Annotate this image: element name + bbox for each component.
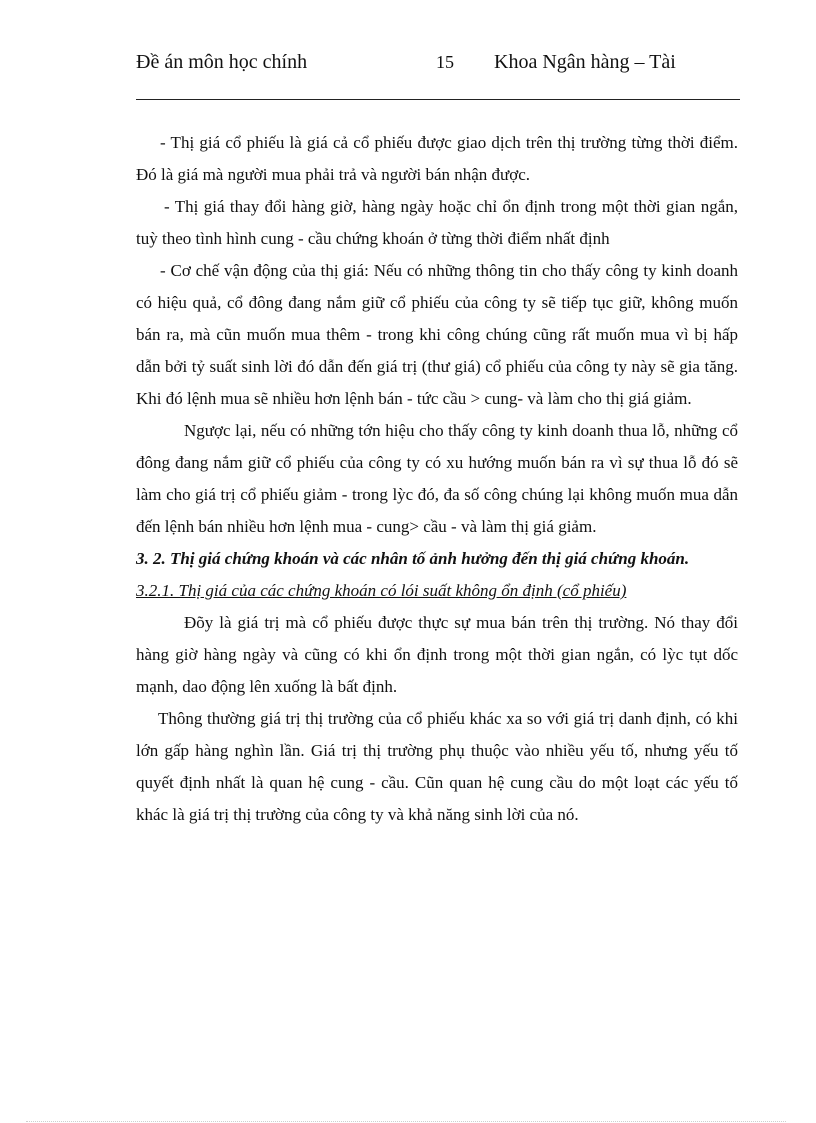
page-header — [136, 48, 740, 98]
page-number: 15 — [436, 52, 454, 72]
paragraph-market-price-change: - Thị giá thay đổi hàng giờ, hàng ngày hoặc chỉ ổn định trong một thời gian ngắn, tuỳ theo tình hình cung - cầu chứng khoán ở từng thời điểm nhất định — [136, 197, 738, 248]
section-heading: 3. 2. Thị giá chứng khoán và các nhân tố ảnh hưởng đến thị giá chứng khoán. — [136, 549, 690, 568]
subsection-heading: 3.2.1. Thị giá của các chứng khoán có lói suất không ổn định (cổ phiếu) — [136, 581, 627, 600]
header-faculty: Khoa Ngân hàng – Tài — [494, 51, 676, 73]
page-bottom-border — [26, 1121, 786, 1122]
paragraph-price-mechanism: - Cơ chế vận động của thị giá: Nếu có những thông tin cho thấy công ty kinh doanh có hiệu quả, cổ đông đang nắm giữ cổ phiếu của công ty sẽ tiếp tục giữ, không muốn bán ra, mà cũn muốn mua thêm - trong khi công chúng cũng rất muốn mua vì bị hấp dẫn bởi tỷ suất sinh lời đó dẫn đến giá trị (thư giá) cổ phiếu của công ty này sẽ gia tăng. Khi đó lệnh mua sẽ nhiều hơn lệnh bán - tức cầu > cung- và làm cho thị giá giảm. — [136, 261, 738, 408]
document-body — [136, 127, 738, 831]
paragraph-definition-stock-price: Đõy là giá trị mà cổ phiếu được thực sự mua bán trên thị trường. Nó thay đổi hàng giờ hàng ngày và cũng có khi ổn định trong một thời gian ngắn, có lỳc tụt dốc mạnh, dao động lên xuống là bất định. — [136, 613, 738, 696]
paragraph-market-price-definition: - Thị giá cổ phiếu là giá cả cổ phiếu được giao dịch trên thị trường từng thời điểm. Đó là giá mà người mua phải trả và người bán nhận được. — [136, 133, 738, 184]
paragraph-market-value: Thông thường giá trị thị trường của cổ phiếu khác xa so với giá trị danh định, có khi lớn gấp hàng nghìn lần. Giá trị thị trường phụ thuộc vào nhiều yếu tố, nhưng yếu tố quyết định nhất là quan hệ cung - cầu. Cũn quan hệ cung cầu do một loạt các yếu tố khác là giá trị thị trường của công ty và khả năng sinh lời của nó. — [136, 709, 738, 824]
header-course-title: Đề án môn học chính — [136, 51, 308, 73]
paragraph-conversely: Ngược lại, nếu có những tớn hiệu cho thấy công ty kinh doanh thua lỗ, những cổ đông đang nắm giữ cổ phiếu của công ty có xu hướng muốn bán ra vì sự thua lỗ đó sẽ làm cho giá trị cổ phiếu giảm - trong lỳc đó, đa số công chúng lại không muốn mua dẫn đến lệnh bán nhiều hơn lệnh mua - cung> cầu - và làm thị giá giảm. — [136, 421, 738, 536]
header-divider — [136, 99, 740, 100]
